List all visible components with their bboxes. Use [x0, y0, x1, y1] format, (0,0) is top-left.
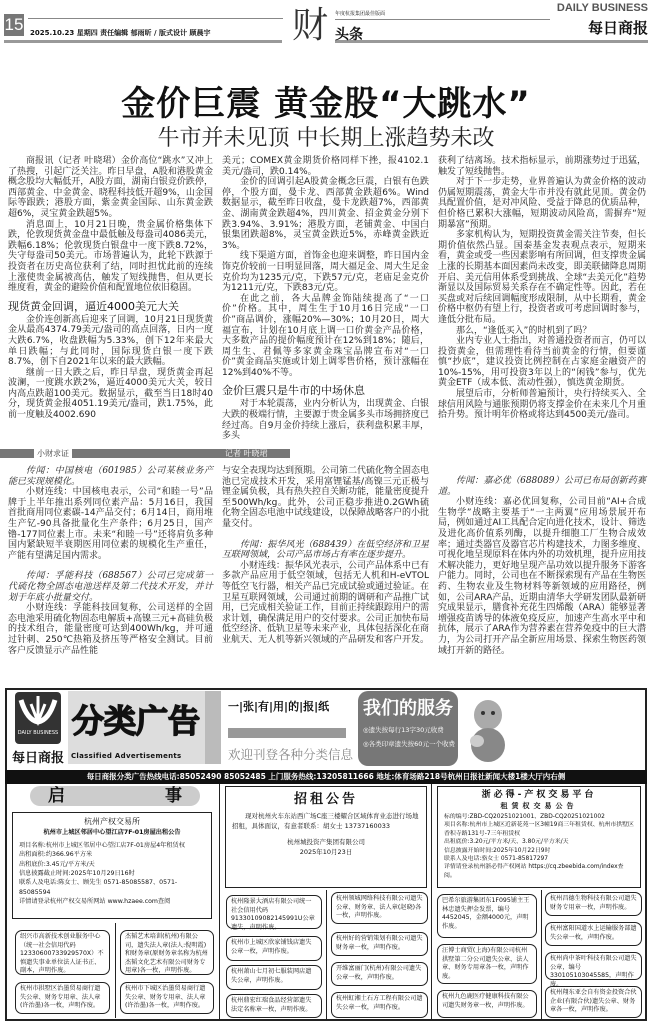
divider — [219, 784, 220, 1020]
rumor: 传闻：孚能科技（688567）公司已完成第一代硫化物全固态电池送样及第二代技术开发，并计划于年底小批量交付。 — [8, 571, 213, 603]
paragraph: 展望后市，分析师普遍预计，央行持续买入、全球信用风险与通胀预期仍将支撑金价在未来几个月重拾升势。预计明年价格或将达到4500美元/盎司。 — [438, 389, 646, 421]
notice-header-char: 事 — [165, 786, 182, 806]
paragraph: 美元；COMEX黄金期货价格同样下挫，报4102.1美元/盎司，跌0.14%。 — [222, 156, 429, 177]
paragraph: 对于本轮震荡，业内分析认为，出现黄金、白银大跌的极端行情，主要源于贵金属多头市场拥挤度已经过高。自9月金价持续上涨后，获利盘积累丰厚，多头 — [222, 399, 430, 442]
notice-item: 杭州昌德生物科技有限公司遗失财务专用章一枚，声明作废。 — [545, 892, 642, 916]
mascot-icon — [468, 695, 508, 763]
reporter-label: 记者 叶晓珺 — [225, 449, 268, 458]
divider — [4, 40, 282, 43]
divider — [115, 923, 116, 1018]
classified-title-en: Classified Advertisements — [71, 752, 182, 760]
divider — [431, 784, 432, 1020]
reply: 小财连线：中国核电表示，公司“和睦一号”品牌于上半年推出系列同位素产品：5月16日，我国首批商用同位素碳-14产品交付；6月14日，商用堆生产钇-90具备批量化生产条件；6月25日，国产镥-177同位素上市。未来“和睦一号”还将肩负多种国内紧缺短半衰期医用同位素的规模化生产重任，产能有望满足国内需求。 — [8, 487, 213, 561]
paragraph: 多家机构认为，短期投资黄金需关注节奏，但长期价值依然凸显。国泰基金发表观点表示，短期来看，黄金或受一些因素影响有所回调，但支撑贵金属上涨的长期基本面因素尚未改变，即美联储降息周期开启、美元信用体系受到挑战、全球“去美元化”趋势渐显以及国际贸易关系存在不确定性等。因此，若在买盘或对后续回调幅度形成限制，从中长期看，黄金价格中枢仍有望上行，投资者或可考虑回调时参与，逢低分批布局。 — [438, 230, 646, 325]
rumor: 传闻：中国核电（601985）公司某核业务产能已实现规模化。 — [8, 466, 213, 487]
logo-cn: 每日商报 — [12, 751, 65, 766]
welcome-text: 欢迎刊登各种分类信息 — [228, 747, 354, 762]
brand-en: DAILY BUSINESS — [556, 2, 648, 14]
headline: 金价巨震 黄金股“大跳水” — [121, 84, 531, 124]
org: 杭州产权交易所 — [84, 817, 140, 826]
notice-item: 杭州隆景大酒店有限公司统一社会信用代码91330109082145991U公章遗失，声明作废。 — [226, 895, 322, 929]
divider — [335, 40, 648, 43]
platform-notice — [437, 786, 641, 888]
line: 联系人及电话:骆女士 0571-85817297 — [444, 856, 548, 863]
logo-mark-icon — [15, 692, 61, 728]
notice-item: 杭州富阳国道水上运输服务部遗失公章一枚，声明作废。 — [545, 922, 642, 946]
date-editor-line: 2025.10.23 星期四 责任编辑 郁雨昕 / 版式设计 顾晨宇 — [30, 29, 211, 37]
notice-item: 汪博士商贸(上海)有限公司杭州拱墅第二分公司遗失公章、法人章、财务专用章各一枚，声明作废。 — [437, 944, 537, 984]
verify-column-1 — [8, 466, 213, 684]
article-column-3 — [438, 156, 646, 444]
notice-item: 开维富丽门(杭州)有限公司遗失公章一枚，声明作废。 — [331, 962, 428, 986]
notice-item: 杭州市下城区治墨贸易商行遗失公章、财务专用章、法人章(许治墨)各一枚，声明作废。 — [120, 982, 214, 1014]
notice-item: 杭州鼎宏红瑞食品经营部遗失法定名称章一枚，声明作废。 — [226, 994, 322, 1018]
reply: 小财连线：振华风光表示，公司产品体系中已有多款产品应用于低空领域，包括无人机和H-eVTOL等低空飞行器，相关产品已完成试验或通过验证。在卫星互联网领域，公司通过前期的调研和产品推广试用，已完成相关验证工作，目前正持续跟踪用户的需求计划，确保满足用户的交付要求。公司正加快布局低空经济、低轨卫星等未来产业，具体包括深化在商业航天、无人机等新兴领域的产品研发和客户开发。 — [222, 560, 430, 645]
line: 标的编号:ZBD-CQ20251021001、ZBD-CQ20251021002 — [444, 814, 605, 820]
notice-item: 杭州翔东亚会自有资金投资合伙企业(有限合伙)遗失公章、财务章各一枚，声明作废。 — [545, 986, 642, 1018]
article-column-1 — [8, 156, 213, 444]
paragraph: 对于下一步走势，业界普遍认为黄金价格的波动仍属短期震荡，黄金大牛市并没有就此见顶。黄金仍具配置价值，是对冲风险、受益于降息的优质品种，但价格已累积大涨幅，短期波动风险高，需摒弃“短期暴富”预期。 — [438, 177, 646, 230]
notice-item: 巴希尔旅游集团东1F095铺主王林忠遗失押金发票，编号4452045，金额4000元，声明作废。 — [437, 894, 537, 938]
paragraph: 线下渠道方面，首饰金也迎来调整，昨日国内金饰克价较前一日明显回落，周大福足金、周大生足金克价均为1235元/克，下跌57元/克，老庙足金克价为1211元/克，下跌83元/克。 — [222, 251, 430, 294]
decor-strip — [205, 691, 221, 764]
line: 项目名称:杭州市上城区近新花苑一区3幢19商三年租赁权、杭州市拱墅区香积寺路131号-7三年租赁权 — [444, 822, 634, 837]
verify-column-3 — [438, 476, 646, 684]
property-notice — [12, 812, 212, 919]
rent-title: 招租公告 — [293, 792, 358, 807]
slogan: 一|张|有|用|的|报|纸 — [228, 700, 330, 713]
notice-item: 杭州市拱墅区治墨贸易商行遗失公章、财务专用章、法人章(许治墨)各一枚，声明作废。 — [15, 982, 110, 1014]
paragraph: 获利了结离场。技术指标显示，前期涨势过于迅猛，触发了短线抛售。 — [438, 156, 646, 177]
service-bubble — [358, 691, 458, 766]
platform-title: 浙必得-产权交易平台 — [481, 790, 597, 800]
award-label: 年度杭报集团最佳版面 — [335, 11, 386, 17]
rumor: 传闻：振华风光（688439）在低空经济和卫星互联网领域，公司产品市场占有率在逐步提升。 — [222, 539, 429, 561]
article-column-2 — [222, 156, 429, 444]
rent-date: 2025年10月23日 — [299, 848, 353, 856]
divider — [326, 890, 327, 1020]
line: 联系人及电话:陈女士、顾先生 0571-85085587、0571-85085594 — [19, 879, 178, 896]
line: 项目名称:杭州市上城区邻居中心望江店7F-01房屋4年租赁权 — [19, 841, 185, 849]
service-title: 我们的服务 — [363, 698, 453, 719]
line: 出租面积:约366.96平方米 — [19, 851, 93, 859]
paragraph: 金价的回调引起A股黄金概念巨震，白银有色跌停，个股方面，曼卡龙、西部黄金跌超6%。Wind数据显示，截至昨日收盘，曼卡龙跌超7%，西部黄金、湖南黄金跌超4%，四川黄金、招金黄金分别下跌3.94%、3.91%；港股方面，老铺黄金、中国白银集团跌超8%，灵宝黄金跌近5%，赤峰黄金跌近3%。 — [222, 177, 429, 251]
rent-body: 现对杭州火车东站西广场C座三楼耀合区域体育业态进行场地招租，具体面议，有意者联系：胡女士 13737160033 — [232, 812, 419, 830]
verify-column-2 — [222, 466, 429, 684]
logo-text: DAILY BUSINESS — [17, 730, 59, 736]
decor-bar — [228, 728, 346, 738]
hotline-bar: 每日商报分类广告热线电话:85052490 85052485 上门服务热线:13205811666 地址:体育场路218号杭州日报社新闻大楼1楼大厅内右侧 — [5, 770, 647, 784]
section-heading: 现货黄金回调，逼近4000美元大关 — [8, 299, 179, 313]
line: 信息披露开始时间:2025年10月22日9时 — [444, 847, 551, 854]
notice-item: 杭州好的营销策划有限公司遗失财务章一枚，声明作废。 — [331, 932, 428, 956]
reply: 小财连线：嘉必优回复称，公司目前“AI+合成生物学”战略主要基于“一主两翼”应用场景展开布局，例如通过AI工具配合定向进化技术，设计、筛选及进化高价值系列酶，以提升细胞工厂生物合成效率；通过类器官及器官芯片构建技术，力图多维度、可视化地呈现原料在体内外的功效机理，提升应用技术解决能力，更好地呈现产品功效以提升服务下游客户能力。同时，公司也在不断探索现有产品在生物医药、生物农业及生物材料等新领域的应用路径，例如，公司ARA产品，近期由清华大学研发团队最新研究成果显示，膳食补充花生四烯酸（ARA）能够显著增强疫苗诱导的体液免疫反应，加速产生高水平中和抗体，展示了ARA作为营养素在营养免疫中的巨大潜力，为公司打开产品全新应用场景、探索生物医药领域打开新的路径。 — [438, 497, 646, 656]
paragraph: 在此之前，各大品牌金饰陆续提高了“一口价”价格。其中，周生生于10月16日完成“一口价”商品调价，涨幅20%—30%；10月20日，周大福宣布，计划在10月底上调一口价黄金产品价格，大多数产品的提价幅度预计在12%到18%；随后，周生生、君佩等多家黄金珠宝品牌宣布对“一口价”黄金商品实施或计划上调零售价格，预计涨幅在12%到40%不等。 — [222, 293, 429, 378]
notice-item: 杭州市上城区欣家铺钱店遗失公章一枚，声明作废。 — [226, 936, 322, 961]
reply: 与安全表现均达到预期。公司第二代硫化物全固态电池已完成技术开发，采用富锂锰基/高镍三元正极与锂金属负极，具有热失控自关断功能，能量密度提升至500Wh/kg。此外，公司正稳步推进0.2GWh硫化物全固态电池中试线建设，以保障战略客户的小批量交付。 — [222, 466, 430, 529]
notice-item: 杭州领城网络科技有限公司遗失公章、财务章、法人章(赵晓)各一枚，声明作废。 — [331, 892, 428, 924]
notice-item: 杭州虹湘土石方工程有限公司遗失公章一枚，声明作废。 — [331, 992, 428, 1018]
classified-title: 分类广告 — [72, 702, 201, 740]
notice-item: 绍兴市高新技术创业服务中心（统一社会信用代码12330600733929570X）不慎遗失事业单位法人证书正、副本，声明作废。 — [15, 930, 110, 975]
divider — [541, 890, 542, 1020]
section-heading: 金价巨震只是牛市的中场休息 — [222, 384, 365, 398]
line: 出租底价:3.20元/平方米/天、3.80元/平方米/天 — [444, 839, 569, 846]
line: 详情请登录杭州浙必得产权网站 https://cq.zbeebida.com/index查阅。 — [444, 864, 624, 879]
reply: 小财连线：孚能科技回复称，公司送样的全固态电池采用硫化物固态电解质+高镍三元+高硅负极的技术组合，能量密度可达到400Wh/kg，并可通过针刺、250℃热箱及挤压等严格安全测试。目前客户反馈显示产品性能 — [8, 603, 213, 656]
rent-notice — [225, 786, 427, 888]
platform-subtitle: 租赁权交易公告 — [500, 802, 578, 810]
line: 详情请登录杭州产权交易所网站 www.hzaee.com查阅 — [19, 898, 171, 906]
divider — [28, 18, 283, 19]
line: 信息披露截止时间:2025年10月29日16时 — [19, 870, 135, 878]
notice-item: 杭州尚中茶叶科技有限公司遗失公章，编号330105103045585，声明作废。 — [545, 952, 642, 980]
section-label: 小财求证 — [34, 448, 72, 459]
notice-item: 杰韬艺术培训(杭州)有限公司，遗失法人章(法人:倪明霞)和财务章(原财务章名称为杭州杰韬文化艺术有限公司财务专用章)各一枚，声明作废。 — [120, 930, 214, 975]
paragraph: 业内专业人士指出，对普通投资者而言，仍可以投资黄金，但需理性看待当前黄金的行情，但要谨慎“抄底”，建议投资比例控制在占家庭金融资产的10%-15%，用可投资3年以上的“闲钱”参与，优先黄金ETF（成本低、流动性强），慎选黄金期货。 — [438, 336, 646, 389]
section-logo: 财 — [292, 5, 329, 46]
daily-business-logo — [15, 692, 61, 744]
paragraph: 继前一日大跌之后，昨日早盘，现货黄金再起波澜，一度跳水跌2%，逼近4000美元大关，较日内高点跌超100美元。数据显示，截至当日18时40分，现货黄金报4051.19美元/盎司，跌1.75%，此前一度触及4002.690 — [8, 367, 213, 421]
notice-item: 杭州九色鹿医疗健康科技有限公司遗失财务章一枚，声明作废。 — [437, 990, 537, 1018]
service-line: ◎各类印章遗失按60元一个收费 — [363, 740, 455, 748]
paragraph: 商报讯（记者 叶晓珺）金价高位“跳水”又冲上了热搜，引起广泛关注。昨日早盘，A股和港股黄金概念股均大幅低开，A股方面，湖南白银竞价跌停，西部黄金、中金黄金、晓程科技低开超9%，山金国际等跟跌；港股方面，紫金黄金国际、山东黄金跌超6%，灵宝黄金跌超5%。 — [8, 156, 213, 219]
divider — [335, 19, 550, 20]
paragraph: 那么，“逢低买入”的时机到了吗？ — [456, 325, 592, 336]
paragraph: 金价连创新高后迎来了回调，10月21日现货黄金从最高4374.79美元/盎司的高点回落，日内一度大跌6.7%，收盘跌幅为5.33%，创下12年来最大单日跌幅；与此同时，国际现货白银一度下跌8.7%，创下自2021年以来的最大跌幅。 — [8, 314, 213, 368]
brand-cn: 每日商报 — [587, 19, 648, 37]
notice-item: 杭州萧山七月初七服装网店遗失公章，声明作废。 — [226, 965, 322, 990]
notice-header-char: 启 — [48, 786, 65, 806]
section-name: 头条 — [335, 27, 363, 43]
paragraph: 消息面上，10月21日晚，贵金属价格集体下跌，伦敦现货黄金盘中最低触及每盎司4086美元，跌幅6.18%；伦敦现货白银盘中一度下跌8.72%，失守每盎司50美元。市场普遍认为，此轮下跌源于投资者在历史高位获利了结，同时担忧此前的连续上涨使贵金属被高估，触发了短线抛售，但从更长维度看，黄金的避险价值和配置地位依旧稳固。 — [8, 219, 213, 294]
notice-title: 杭州市上城区邻居中心望江店7F-01房屋出租公告 — [43, 829, 181, 837]
service-line: ◎遗失按每行13字30元收费 — [363, 726, 444, 734]
subheadline: 牛市并未见顶 中长期上涨趋势未改 — [157, 126, 495, 151]
page-number: 15 — [4, 15, 24, 34]
rumor: 传闻：嘉必优（688089）公司已布局创新药赛道。 — [438, 476, 646, 497]
line: 出租底价:3.45元/平方米/天 — [19, 860, 95, 868]
notice-header — [30, 786, 200, 806]
rent-org: 杭州城投资产集团有限公司 — [287, 838, 365, 846]
